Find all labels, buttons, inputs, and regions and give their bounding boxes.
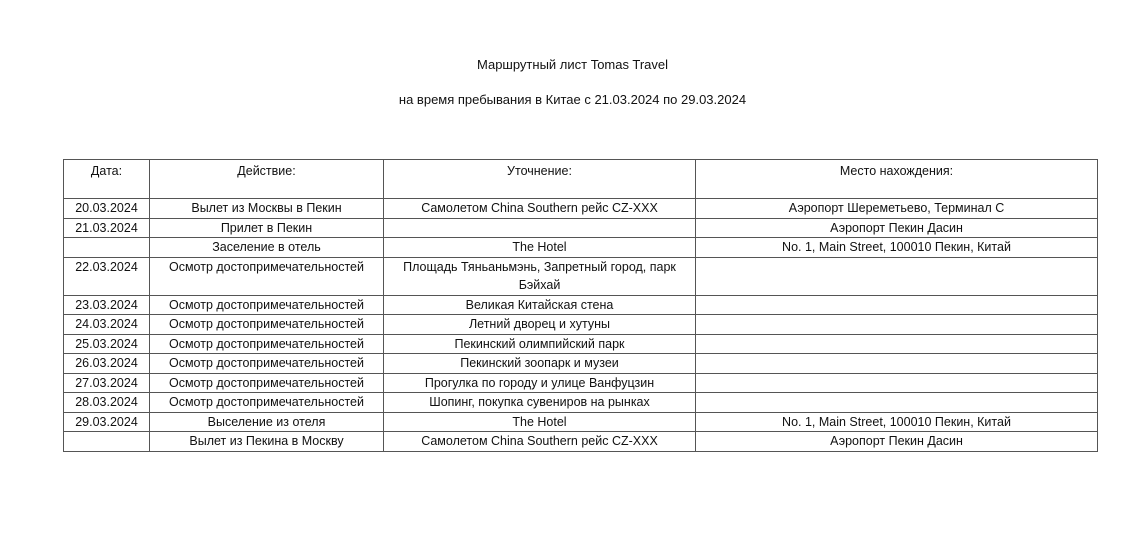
cell-action: Заселение в отель (150, 238, 384, 258)
table-row (64, 432, 1098, 452)
table-row (64, 238, 1098, 258)
cell-action: Осмотр достопримечательностей (150, 373, 384, 393)
table-row (64, 257, 1098, 295)
cell-date: 24.03.2024 (64, 315, 150, 335)
header-detail: Уточнение: (384, 160, 696, 199)
cell-date: 25.03.2024 (64, 334, 150, 354)
cell-detail: The Hotel (384, 238, 696, 258)
cell-place (696, 257, 1098, 295)
cell-action: Выселение из отеля (150, 412, 384, 432)
table-row (64, 199, 1098, 219)
cell-action: Осмотр достопримечательностей (150, 393, 384, 413)
cell-detail: Самолетом China Southern рейс CZ-XXX (384, 432, 696, 452)
cell-detail: Пекинский зоопарк и музеи (384, 354, 696, 374)
cell-place: Аэропорт Пекин Дасин (696, 218, 1098, 238)
cell-place (696, 373, 1098, 393)
cell-action: Осмотр достопримечательностей (150, 315, 384, 335)
cell-place (696, 315, 1098, 335)
table-row (64, 218, 1098, 238)
table-row (64, 373, 1098, 393)
itinerary-table (63, 159, 1098, 452)
cell-place (696, 354, 1098, 374)
table-row (64, 315, 1098, 335)
cell-date: 28.03.2024 (64, 393, 150, 413)
cell-detail (384, 218, 696, 238)
header-row (64, 160, 1098, 199)
table-row (64, 393, 1098, 413)
table-row (64, 412, 1098, 432)
cell-detail: Самолетом China Southern рейс CZ-XXX (384, 199, 696, 219)
cell-detail: Прогулка по городу и улице Ванфуцзин (384, 373, 696, 393)
cell-date (64, 238, 150, 258)
document-title: Маршрутный лист Tomas Travel (476, 57, 668, 72)
cell-date (64, 432, 150, 452)
cell-action: Осмотр достопримечательностей (150, 295, 384, 315)
cell-place: Аэропорт Шереметьево, Терминал С (696, 199, 1098, 219)
cell-date: 29.03.2024 (64, 412, 150, 432)
header-action: Действие: (150, 160, 384, 199)
cell-action: Прилет в Пекин (150, 218, 384, 238)
cell-place: Аэропорт Пекин Дасин (696, 432, 1098, 452)
header-place: Место нахождения: (696, 160, 1098, 199)
table-row (64, 354, 1098, 374)
cell-detail: The Hotel (384, 412, 696, 432)
header-date: Дата: (64, 160, 150, 199)
cell-action: Осмотр достопримечательностей (150, 334, 384, 354)
cell-place: No. 1, Main Street, 100010 Пекин, Китай (696, 238, 1098, 258)
cell-action: Вылет из Пекина в Москву (150, 432, 384, 452)
cell-place: No. 1, Main Street, 100010 Пекин, Китай (696, 412, 1098, 432)
cell-date: 23.03.2024 (64, 295, 150, 315)
table-header (64, 160, 1098, 199)
cell-detail: Летний дворец и хутуны (384, 315, 696, 335)
cell-detail: Пекинский олимпийский парк (384, 334, 696, 354)
cell-date: 21.03.2024 (64, 218, 150, 238)
table-row (64, 295, 1098, 315)
cell-detail: Шопинг, покупка сувениров на рынках (384, 393, 696, 413)
cell-action: Вылет из Москвы в Пекин (150, 199, 384, 219)
document-subtitle: на время пребывания в Китае с 21.03.2024 по 29.03.2024 (398, 92, 747, 107)
cell-detail: Площадь Тяньаньмэнь, Запретный город, парк Бэйхай (384, 257, 696, 295)
cell-date: 22.03.2024 (64, 257, 150, 295)
cell-date: 27.03.2024 (64, 373, 150, 393)
cell-date: 20.03.2024 (64, 199, 150, 219)
table-row (64, 334, 1098, 354)
cell-place (696, 334, 1098, 354)
cell-action: Осмотр достопримечательностей (150, 354, 384, 374)
cell-detail: Великая Китайская стена (384, 295, 696, 315)
cell-date: 26.03.2024 (64, 354, 150, 374)
cell-place (696, 295, 1098, 315)
cell-action: Осмотр достопримечательностей (150, 257, 384, 295)
table-body (64, 199, 1098, 452)
cell-place (696, 393, 1098, 413)
